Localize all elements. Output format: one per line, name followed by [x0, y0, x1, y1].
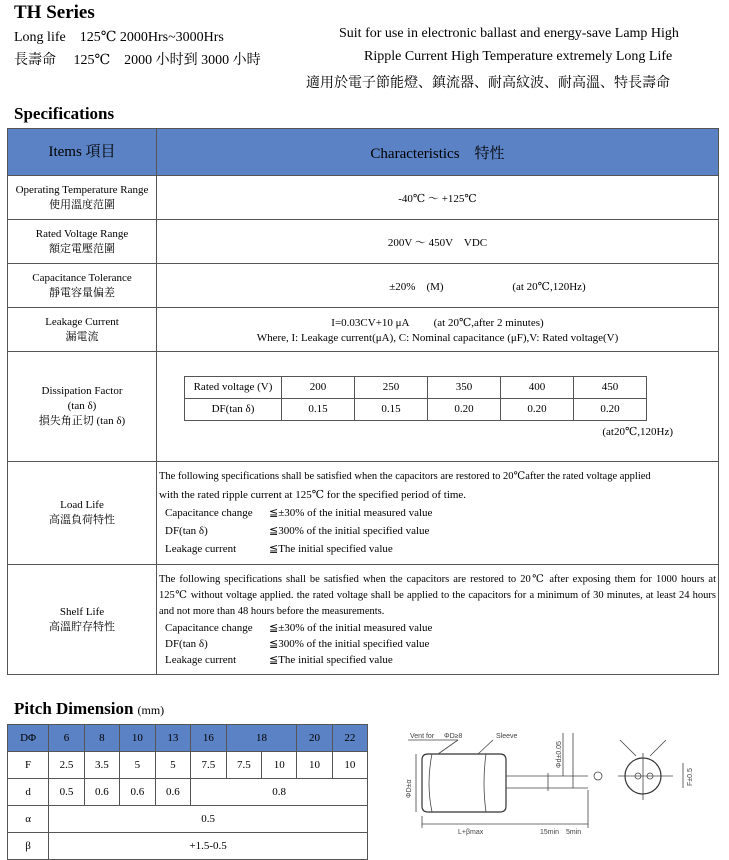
item-key: Capacitance change	[165, 621, 253, 634]
pitch-alpha-value: 0.5	[49, 806, 368, 833]
cap-tol-cond: (at 20℃,120Hz)	[512, 280, 586, 293]
load-life-en: Load Life	[60, 499, 104, 511]
spec-row-leakage	[8, 308, 719, 352]
dim-line	[478, 740, 493, 754]
characteristics-header: Characteristics 特性	[157, 129, 719, 176]
pitch-f-cell: 10	[297, 752, 332, 779]
op-temp-zh: 使用溫度范圍	[49, 198, 115, 211]
dim-diameter-label: ΦD±α	[406, 779, 413, 798]
pitch-beta-value: +1.5-0.5	[49, 833, 368, 860]
leakage-label	[8, 308, 157, 352]
pitch-header-row	[8, 725, 368, 752]
df-value-cell: 0.15	[282, 398, 355, 420]
cap-tol-en: Capacitance Tolerance	[32, 271, 132, 284]
pitch-d-cell: 0.6	[84, 779, 119, 806]
item-value: ≦The initial specified value	[269, 653, 393, 666]
df-voltage-row	[185, 376, 647, 398]
pitch-d-row	[8, 779, 368, 806]
dim-line	[620, 740, 636, 756]
capacitor-body	[422, 754, 506, 812]
df-value-row	[185, 398, 647, 420]
pitch-d-cell: 0.6	[120, 779, 155, 806]
pitch-beta-label: β	[8, 833, 49, 860]
shelf-life-intro: The following specifications shall be satisfied when the capacitors are restored to 20℃ after exposing them for 1000 hours at 125℃ without voltage applied. the rated voltage shall be applied to the capacitors for a minimum of 30 minutes, at least 24 hours and not more than 48 hours before the measurements.	[159, 573, 716, 617]
header-line1-left: Long life 125℃ 2000Hrs~3000Hrs	[14, 30, 224, 45]
header-line2-left: 長壽命 125℃ 2000 小时到 3000 小時	[14, 53, 261, 68]
df-value-cell: 0.20	[428, 398, 501, 420]
specifications-title: Specifications	[14, 104, 115, 123]
dim-vent-size: ΦD≥8	[444, 733, 463, 740]
pitch-f-cell: 5	[155, 752, 190, 779]
capacitor-groove	[484, 754, 486, 812]
load-life-intro1: The following specifications shall be satisfied when the capacitors are restored to 20℃after the rated voltage applied	[159, 471, 651, 482]
leakage-en: Leakage Current	[45, 315, 119, 328]
item-key: DF(tan δ)	[165, 525, 208, 537]
item-value: ≦±30% of the initial measured value	[269, 621, 433, 634]
df-voltage-label: Rated voltage (V)	[185, 376, 282, 398]
load-life-item	[165, 522, 716, 540]
pitch-diameter: 18	[226, 725, 297, 752]
pitch-title: Pitch Dimension	[14, 699, 134, 718]
leakage-zh: 漏電流	[65, 330, 99, 343]
pitch-f-row	[8, 752, 368, 779]
pitch-unit: (mm)	[137, 703, 165, 717]
df-label	[8, 352, 157, 462]
load-life-item	[165, 540, 716, 558]
pitch-diameter: 6	[49, 725, 84, 752]
df-table	[184, 376, 647, 421]
df-voltage-cell: 400	[501, 376, 574, 398]
op-temp-value: -40℃ ～ +125℃	[157, 176, 719, 220]
shelf-life-label	[8, 565, 157, 675]
item-key: Leakage current	[165, 543, 237, 555]
header-line2-right: Ripple Current High Temperature extremely Long Life	[364, 49, 673, 64]
pitch-alpha-label: α	[8, 806, 49, 833]
df-value-label: DF(tan δ)	[185, 398, 282, 420]
load-life-cell	[157, 462, 719, 565]
voltage-value: 200V ～ 450V VDC	[157, 220, 719, 264]
item-value: ≦300% of the initial specified value	[269, 637, 430, 650]
header-line3-right: 適用於電子節能燈、鎮流器、耐高紋波、耐高溫、特長壽命	[306, 76, 670, 91]
shelf-life-cell	[157, 565, 719, 675]
spec-row-op-temp	[8, 176, 719, 220]
shelf-life-item	[165, 636, 716, 652]
pitch-f-cell: 7.5	[226, 752, 261, 779]
cap-tol-zh: 靜電容量偏差	[49, 286, 115, 299]
pitch-table	[7, 724, 368, 860]
pitch-diameter: 10	[120, 725, 155, 752]
load-life-label	[8, 462, 157, 565]
shelf-life-item	[165, 620, 716, 636]
specifications-table	[7, 128, 719, 675]
pitch-f-cell: 2.5	[49, 752, 84, 779]
df-value-cell: 0.15	[355, 398, 428, 420]
dim-pitch-label: F±0.5	[687, 768, 694, 786]
item-value: ≦±30% of the initial measured value	[269, 507, 433, 519]
leakage-cell	[157, 308, 719, 352]
series-title: TH Series	[14, 2, 95, 23]
leakage-cond: (at 20℃,after 2 minutes)	[433, 316, 544, 329]
load-life-items	[159, 504, 716, 558]
df-zh: 損失角正切 (tan δ)	[38, 415, 126, 427]
item-key: Leakage current	[165, 653, 237, 666]
dim-line	[650, 740, 666, 756]
capacitor-sleeve-line	[429, 754, 432, 812]
cap-tol-label	[8, 264, 157, 308]
df-voltage-cell: 200	[282, 376, 355, 398]
voltage-label	[8, 220, 157, 264]
pitch-title-wrap	[14, 699, 164, 719]
df-value-cell: 0.20	[501, 398, 574, 420]
dim-lead-label: Φd±0.05	[556, 741, 563, 768]
df-value-cell: 0.20	[574, 398, 647, 420]
leakage-formula: I=0.03CV+10 μA	[331, 316, 409, 329]
pitch-f-cell: 5	[120, 752, 155, 779]
shelf-life-item	[165, 652, 716, 668]
voltage-zh: 額定電壓范圍	[49, 242, 115, 255]
dim-5min-label: 5min	[566, 829, 582, 836]
end-view-side-circle	[594, 772, 602, 780]
df-voltage-cell: 250	[355, 376, 428, 398]
pitch-f-label: F	[8, 752, 49, 779]
df-en2: (tan δ)	[67, 400, 97, 412]
pitch-diameter: 22	[332, 725, 367, 752]
pitch-d-cell: 0.5	[49, 779, 84, 806]
pitch-alpha-row	[8, 806, 368, 833]
df-en: Dissipation Factor	[41, 385, 123, 397]
df-cell	[157, 352, 719, 462]
pitch-beta-row	[8, 833, 368, 860]
dim-length-label: L+βmax	[458, 829, 484, 836]
item-value: ≦The initial specified value	[269, 543, 393, 555]
pitch-f-cell: 3.5	[84, 752, 119, 779]
pitch-diameter: 8	[84, 725, 119, 752]
header-line1-right: Suit for use in electronic ballast and energy-save Lamp High	[339, 26, 679, 41]
op-temp-en: Operating Temperature Range	[15, 183, 149, 196]
dim-15min-label: 15min	[540, 829, 560, 836]
pitch-d-label: d	[8, 779, 49, 806]
pitch-f-cell: 7.5	[191, 752, 226, 779]
spec-row-voltage	[8, 220, 719, 264]
dim-sleeve-label: Sleeve	[496, 733, 518, 740]
pitch-d-cell: 0.8	[191, 779, 368, 806]
shelf-life-en: Shelf Life	[59, 605, 105, 618]
item-key: DF(tan δ)	[165, 637, 208, 650]
pitch-f-cell: 10	[332, 752, 367, 779]
load-life-intro2: with the rated ripple current at 125℃ for the specified period of time.	[159, 489, 467, 501]
capacitor-dimension-drawing	[398, 728, 698, 840]
load-life-zh: 高溫負荷特性	[49, 514, 115, 526]
pitch-diameter: 20	[297, 725, 332, 752]
load-life-item	[165, 504, 716, 522]
pitch-f-cell: 10	[262, 752, 297, 779]
leakage-where: Where, I: Leakage current(μA), C: Nominal capacitance (μF),V: Rated voltage(V)	[256, 331, 619, 344]
dim-vent-label: Vent for	[410, 733, 435, 740]
pitch-d-cell: 0.6	[155, 779, 190, 806]
item-key: Capacitance change	[165, 507, 253, 519]
shelf-life-zh: 高溫貯存特性	[49, 620, 115, 633]
spec-row-df	[8, 352, 719, 462]
df-voltage-cell: 350	[428, 376, 501, 398]
df-voltage-cell: 450	[574, 376, 647, 398]
pitch-diameter: 16	[191, 725, 226, 752]
item-value: ≦300% of the initial specified value	[269, 525, 430, 537]
dim-line	[438, 740, 458, 754]
cap-tol-cell	[157, 264, 719, 308]
op-temp-label	[8, 176, 157, 220]
spec-row-load-life	[8, 462, 719, 565]
spec-row-cap-tol	[8, 264, 719, 308]
df-cond: (at20℃,120Hz)	[602, 425, 673, 438]
voltage-en: Rated Voltage Range	[35, 227, 129, 240]
cap-tol-value: ±20% (M)	[389, 280, 444, 293]
shelf-life-items	[159, 620, 716, 668]
pitch-head-label: DΦ	[8, 725, 49, 752]
items-header: Items 項目	[8, 129, 157, 176]
pitch-diameter: 13	[155, 725, 190, 752]
spec-row-shelf-life	[8, 565, 719, 675]
